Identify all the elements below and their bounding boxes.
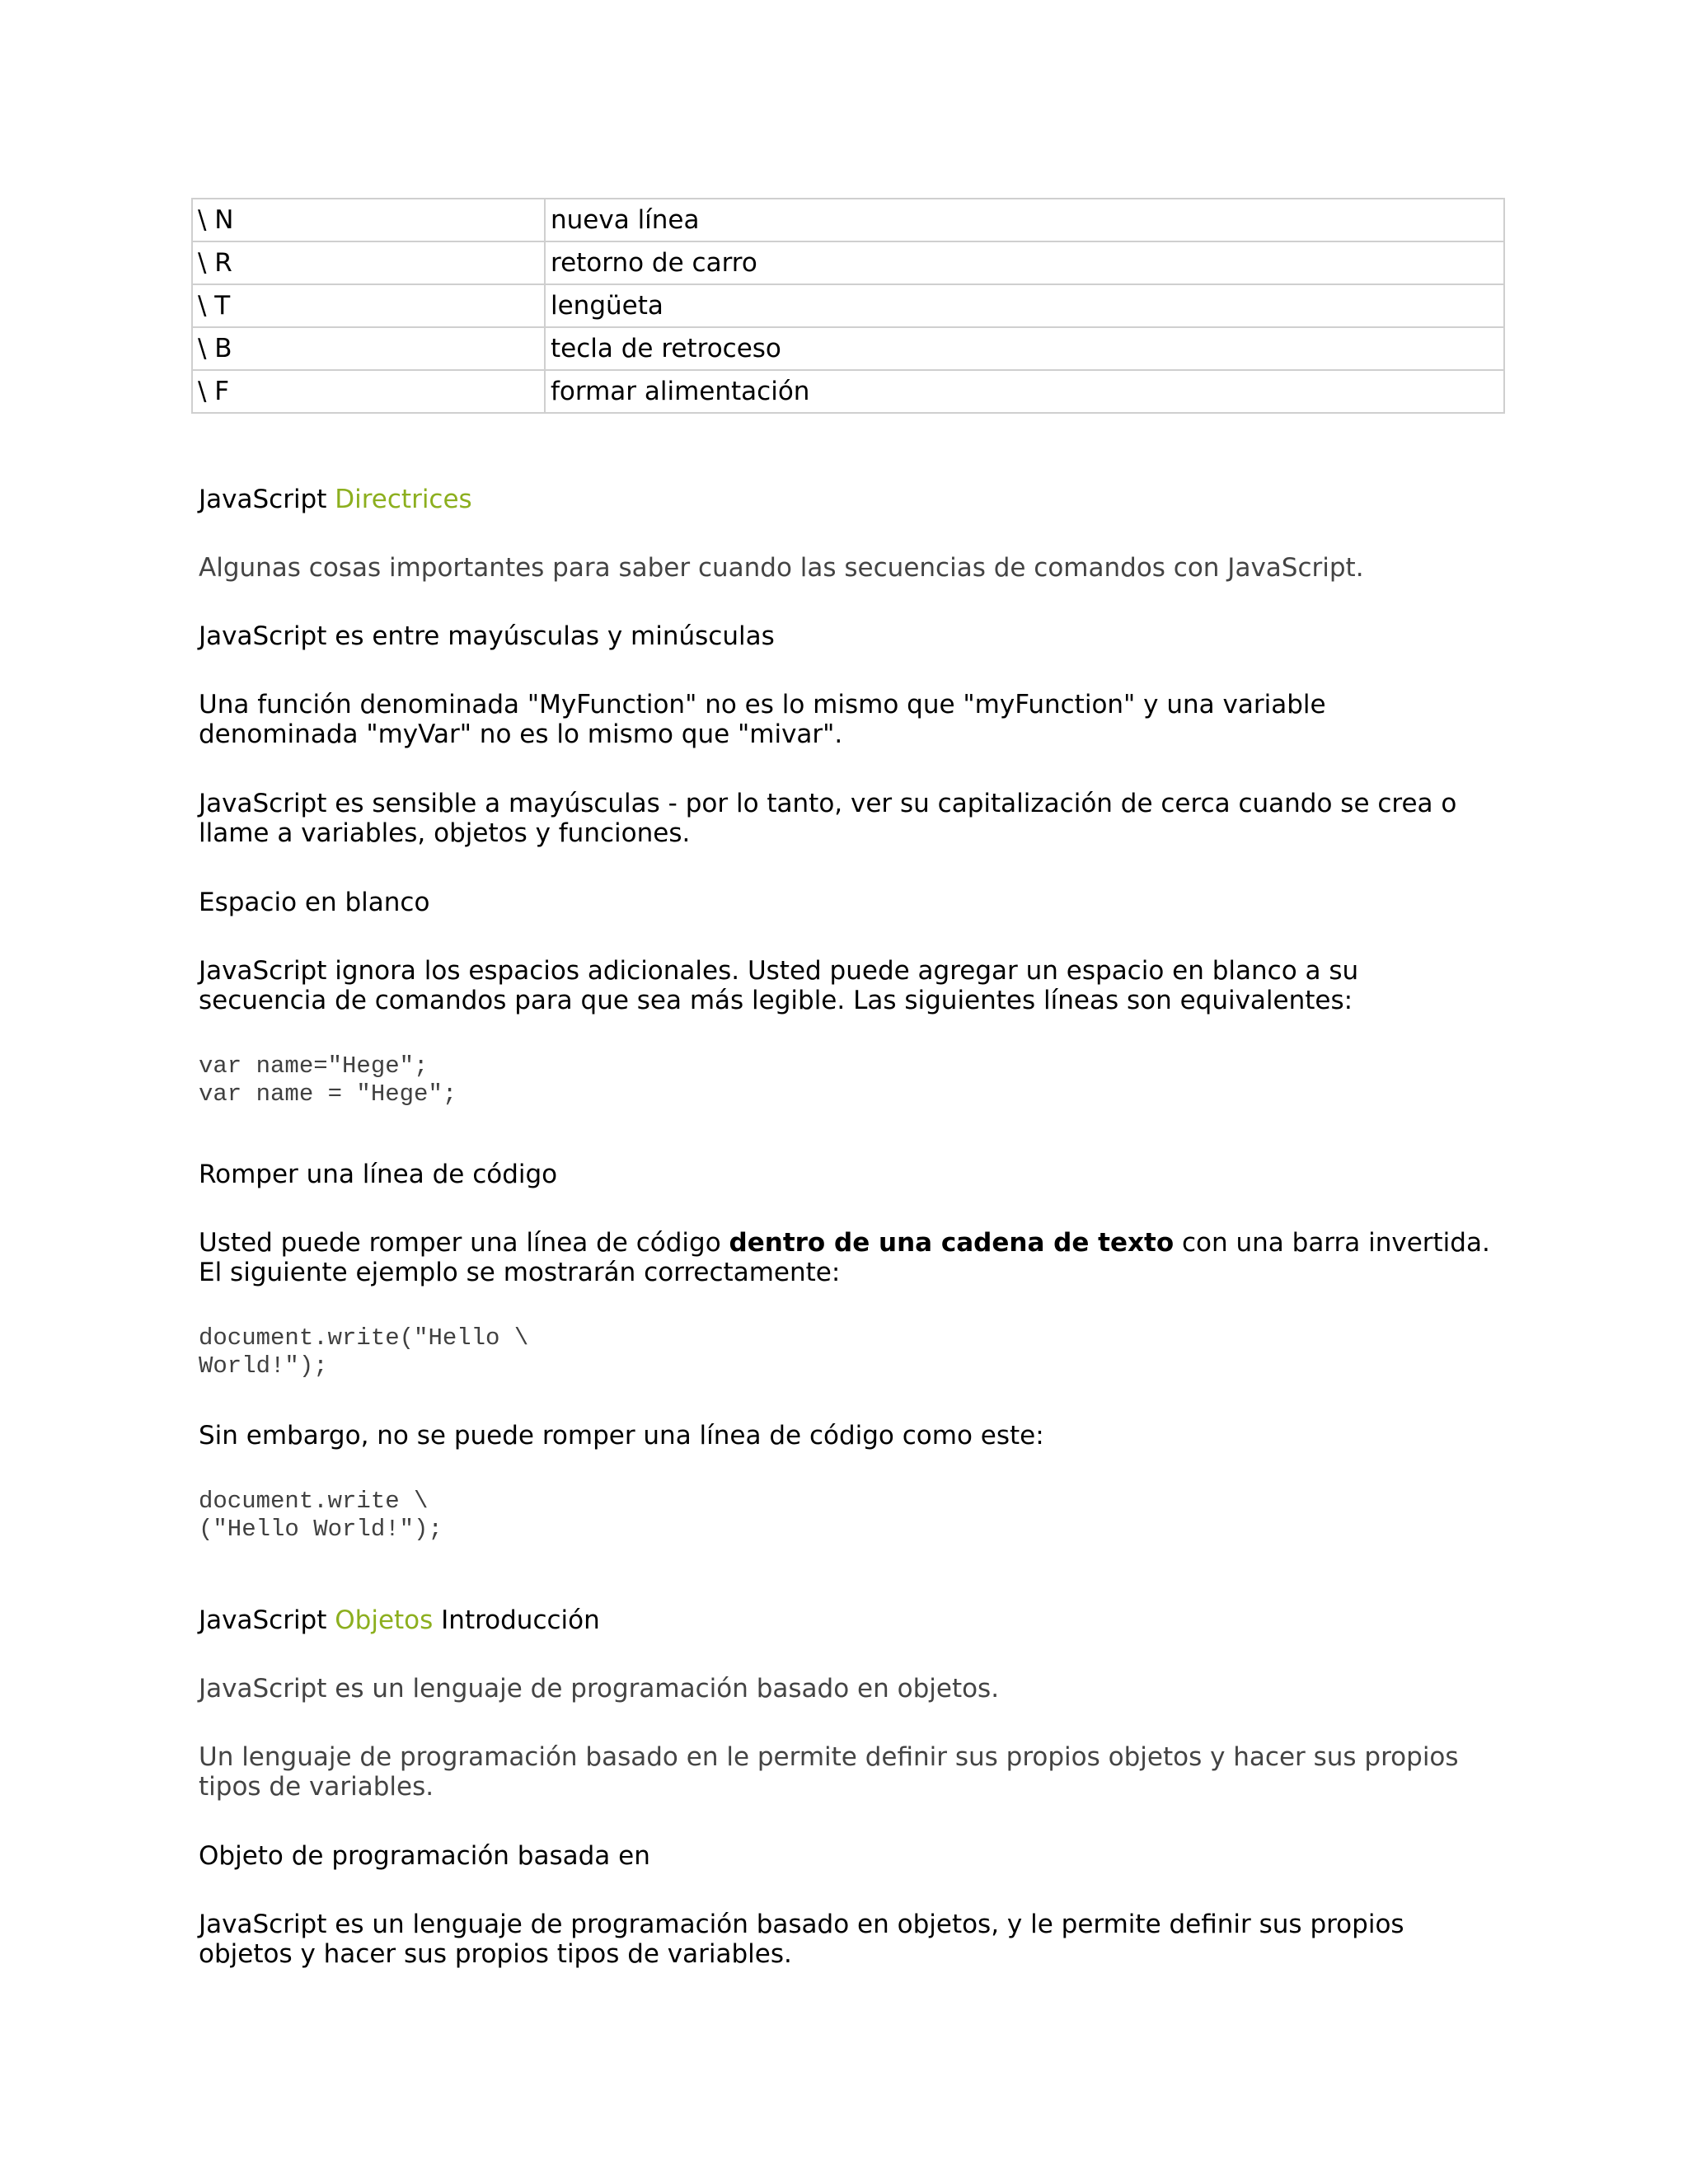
line-break-code-incorrect: document.write \ ("Hello World!");: [199, 1488, 443, 1543]
case-sensitivity-paragraph-2: JavaScript es sensible a mayúsculas - por lo tanto, ver su capitalización de cerca cuando se crea o llame a variables, objetos y funciones.: [199, 789, 1457, 848]
objects-subheading: Objeto de programación basada en: [199, 1841, 650, 1871]
escape-description-cell: retorno de carro: [545, 241, 1504, 284]
table-row: [192, 327, 1504, 370]
escape-code-cell: \ R: [192, 241, 545, 284]
line-break-warning: Sin embargo, no se puede romper una línea de código como este:: [199, 1421, 1044, 1451]
escape-description-cell: nueva línea: [545, 199, 1504, 241]
escape-code-cell: \ N: [192, 199, 545, 241]
objects-paragraph-2: Un lenguaje de programación basado en le permite definir sus propios objetos y hacer sus propios tipos de variables.: [199, 1742, 1459, 1802]
heading-text: JavaScript: [199, 485, 335, 514]
case-sensitivity-heading: JavaScript es entre mayúsculas y minúsculas: [199, 621, 775, 651]
escape-description-cell: lengüeta: [545, 284, 1504, 327]
guidelines-link[interactable]: Directrices: [335, 485, 472, 514]
table-row: [192, 370, 1504, 413]
table-row: [192, 284, 1504, 327]
escape-code-cell: \ T: [192, 284, 545, 327]
table-row: [192, 241, 1504, 284]
objects-paragraph-1: JavaScript es un lenguaje de programación basado en objetos.: [199, 1674, 1000, 1704]
line-break-text: Usted puede romper una línea de código: [199, 1228, 729, 1258]
heading-text: Introducción: [433, 1605, 600, 1635]
line-break-paragraph: [199, 1228, 1493, 1287]
whitespace-heading: Espacio en blanco: [199, 888, 430, 917]
heading-text: JavaScript: [199, 1605, 335, 1635]
table-row: [192, 199, 1504, 241]
whitespace-code-example: var name="Hege"; var name = "Hege";: [199, 1052, 457, 1108]
escape-description-cell: tecla de retroceso: [545, 327, 1504, 370]
escape-sequence-table: [191, 198, 1505, 414]
objects-heading: [199, 1605, 1493, 1635]
line-break-bold-text: dentro de una cadena de texto: [729, 1228, 1175, 1258]
guidelines-intro: Algunas cosas importantes para saber cuando las secuencias de comandos con JavaScript.: [199, 553, 1364, 583]
guidelines-heading: [199, 485, 1493, 514]
line-break-code-correct: document.write("Hello \ World!");: [199, 1324, 529, 1380]
escape-code-cell: \ F: [192, 370, 545, 413]
objects-paragraph-3: JavaScript es un lenguaje de programación basado en objetos, y le permite definir sus propios objetos y hacer sus propios tipos de variables.: [199, 1910, 1404, 1969]
case-sensitivity-paragraph-1: Una función denominada "MyFunction" no es lo mismo que "myFunction" y una variable denominada "myVar" no es lo mismo que "mivar".: [199, 690, 1326, 749]
escape-code-cell: \ B: [192, 327, 545, 370]
line-break-text: con una barra invertida. El siguiente ejemplo se mostrarán correctamente:: [199, 1228, 1490, 1287]
whitespace-paragraph: JavaScript ignora los espacios adicionales. Usted puede agregar un espacio en blanco a su secuencia de comandos para que sea más legible. Las siguientes líneas son equivalentes:: [199, 956, 1359, 1015]
objects-link[interactable]: Objetos: [335, 1605, 434, 1635]
line-break-heading: Romper una línea de código: [199, 1160, 558, 1189]
escape-description-cell: formar alimentación: [545, 370, 1504, 413]
